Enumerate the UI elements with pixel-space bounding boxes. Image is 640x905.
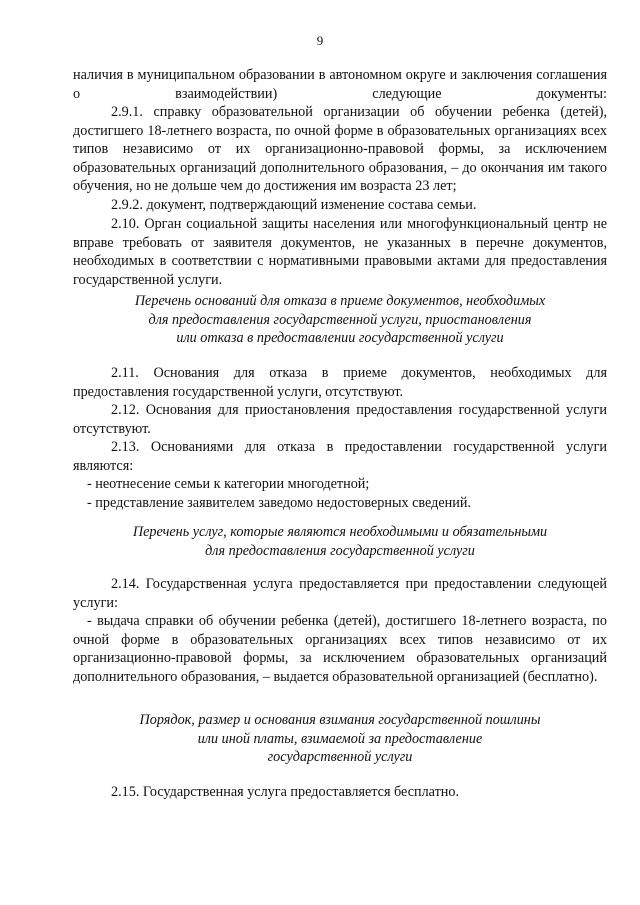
- heading-line: или отказа в предоставлении государственной услуги: [176, 330, 504, 347]
- heading-line: государственной услуги: [267, 749, 413, 766]
- paragraph-2-13: 2.13. Основаниями для отказа в предоставлении государственной услуги являются:: [73, 439, 607, 474]
- heading-line: для предоставления государственной услуги, приостановления: [148, 311, 532, 328]
- page-number: 9: [316, 33, 324, 48]
- intro-paragraph: наличия в муниципальном образовании в автономном округе и заключения соглашения о взаимодействии) следующие документы:: [73, 67, 607, 102]
- paragraph-2-14-item: - выдача справки об обучении ребенка (детей), достигшего 18-летнего возраста, по очной форме в образовательных организациях всех типов независимо от их организационно-правовой формы, за исключением образовательных организаций дополнительного образования, – выдается образовательной организацией (бесплатно).: [73, 613, 607, 685]
- list-item: - неотнесение семьи к категории многодетной;: [87, 476, 370, 492]
- heading-line: для предоставления государственной услуги: [205, 542, 475, 559]
- paragraph-2-14: 2.14. Государственная услуга предоставляется при предоставлении следующей услуги:: [73, 576, 607, 611]
- section-heading-fee: [73, 711, 607, 767]
- heading-line: Перечень оснований для отказа в приеме документов, необходимых: [134, 293, 546, 309]
- section-heading-refusal-grounds: [73, 292, 607, 348]
- heading-line: Порядок, размер и основания взимания государственной пошлины: [139, 712, 541, 728]
- paragraph-2-9-2: 2.9.2. документ, подтверждающий изменение состава семьи.: [111, 197, 477, 213]
- paragraph-2-9-1: 2.9.1. справку образовательной организации об обучении ребенка (детей), достигшего 18-летнего возраста, по очной форме в образовательных организациях всех типов независимо от их организационно-правовой формы, за исключением образовательных организаций дополнительного образования, – до окончания им такого обучения, но не дольше чем до достижения им возраста 23 лет;: [73, 104, 607, 195]
- paragraph-2-11: 2.11. Основания для отказа в приеме документов, необходимых для предоставления государственной услуги, отсутствуют.: [73, 365, 607, 400]
- paragraph-2-10: 2.10. Орган социальной защиты населения или многофункциональный центр не вправе требовать от заявителя документов, не указанных в перечне документов, необходимых в соответствии с нормативными правовыми актами для предоставления государственной услуги.: [73, 216, 607, 288]
- heading-line: Перечень услуг, которые являются необходимыми и обязательными: [132, 524, 548, 540]
- paragraph-2-15: 2.15. Государственная услуга предоставляется бесплатно.: [111, 784, 460, 800]
- paragraph-2-12: 2.12. Основания для приостановления предоставления государственной услуги отсутствуют.: [73, 402, 607, 437]
- section-heading-required-services: [73, 523, 607, 560]
- heading-line: или иной платы, взимаемой за предоставление: [197, 730, 483, 747]
- list-item: - представление заявителем заведомо недостоверных сведений.: [87, 495, 471, 511]
